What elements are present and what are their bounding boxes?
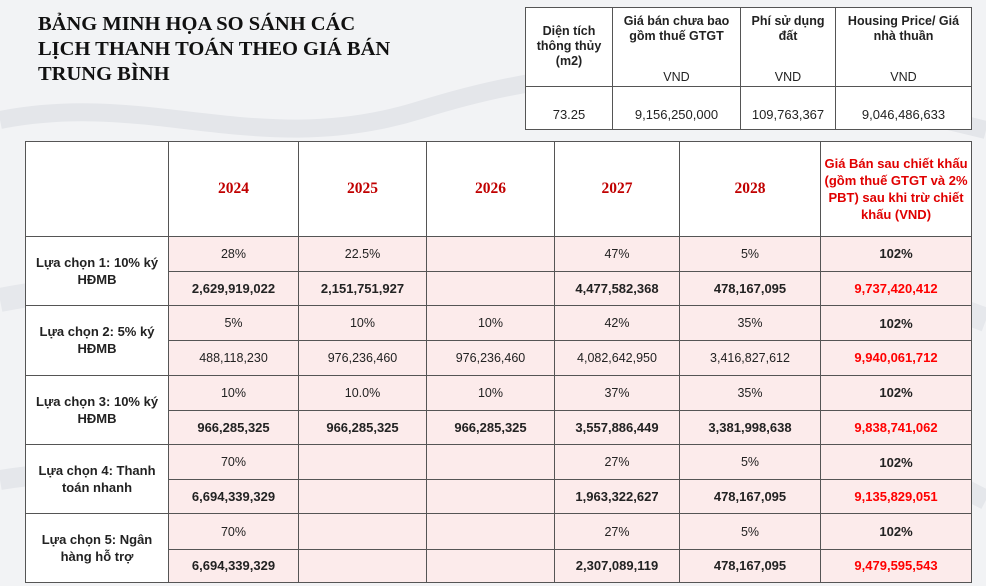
- percent-cell: 27%: [555, 445, 680, 480]
- land-fee-value: 109,763,367: [741, 99, 836, 129]
- amount-cell: 4,477,582,368: [555, 271, 680, 305]
- amount-cell: 2,151,751,927: [299, 271, 427, 305]
- year-header: 2025: [299, 142, 427, 237]
- percent-total-cell: 102%: [821, 306, 972, 341]
- summary-table: [525, 7, 972, 130]
- percent-cell: 10%: [299, 306, 427, 341]
- amount-cell: 478,167,095: [680, 480, 821, 514]
- land-fee-unit: VND: [741, 68, 836, 86]
- page-title: [38, 12, 478, 87]
- percent-total-cell: 102%: [821, 514, 972, 549]
- amount-cell: [427, 549, 555, 582]
- amount-cell: 2,629,919,022: [169, 271, 299, 305]
- final-price-cell: 9,737,420,412: [821, 271, 972, 305]
- amount-cell: 976,236,460: [299, 341, 427, 375]
- year-header: 2028: [680, 142, 821, 237]
- title-line-2: LỊCH THANH TOÁN THEO GIÁ BÁN: [38, 38, 391, 60]
- area-value: 73.25: [526, 99, 613, 129]
- final-price-cell: 9,940,061,712: [821, 341, 972, 375]
- percent-cell: 35%: [680, 306, 821, 341]
- option-label: Lựa chọn 2: 5% ký HĐMB: [26, 306, 169, 375]
- percent-cell: 27%: [555, 514, 680, 549]
- percent-cell: 37%: [555, 375, 680, 410]
- percent-cell: 22.5%: [299, 236, 427, 271]
- percent-cell: [427, 236, 555, 271]
- percent-cell: 5%: [680, 514, 821, 549]
- amount-cell: [299, 480, 427, 514]
- amount-cell: 478,167,095: [680, 549, 821, 582]
- percent-cell: 35%: [680, 375, 821, 410]
- amount-cell: 3,557,886,449: [555, 410, 680, 444]
- year-header: 2024: [169, 142, 299, 237]
- amount-cell: 4,082,642,950: [555, 341, 680, 375]
- price-value: 9,156,250,000: [613, 99, 741, 129]
- percent-cell: 10%: [169, 375, 299, 410]
- percent-cell: 28%: [169, 236, 299, 271]
- title-line-1: BẢNG MINH HỌA SO SÁNH CÁC: [38, 13, 356, 35]
- percent-cell: 10%: [427, 306, 555, 341]
- final-price-cell: 9,479,595,543: [821, 549, 972, 582]
- percent-cell: [427, 445, 555, 480]
- amount-cell: 966,285,325: [427, 410, 555, 444]
- land-fee-header: Phí sử dụng đất: [741, 8, 836, 69]
- year-header: 2027: [555, 142, 680, 237]
- option-percent-row: [26, 306, 972, 341]
- amount-cell: 3,416,827,612: [680, 341, 821, 375]
- percent-cell: 42%: [555, 306, 680, 341]
- percent-cell: 10.0%: [299, 375, 427, 410]
- amount-cell: 976,236,460: [427, 341, 555, 375]
- amount-cell: [427, 480, 555, 514]
- amount-cell: 1,963,322,627: [555, 480, 680, 514]
- option-label: Lựa chọn 5: Ngân hàng hỗ trợ: [26, 514, 169, 583]
- option-percent-row: [26, 514, 972, 549]
- year-header: 2026: [427, 142, 555, 237]
- housing-price-value: 9,046,486,633: [836, 99, 972, 129]
- price-unit: VND: [613, 68, 741, 86]
- amount-cell: [299, 549, 427, 582]
- final-price-header: Giá Bán sau chiết khấu (gồm thuế GTGT và 2% PBT) sau khi trừ chiết khấu (VND): [821, 142, 972, 237]
- amount-cell: 3,381,998,638: [680, 410, 821, 444]
- percent-total-cell: 102%: [821, 236, 972, 271]
- empty-header-cell: [26, 142, 169, 237]
- option-label: Lựa chọn 1: 10% ký HĐMB: [26, 236, 169, 305]
- amount-cell: 6,694,339,329: [169, 549, 299, 582]
- amount-cell: 2,307,089,119: [555, 549, 680, 582]
- option-percent-row: [26, 236, 972, 271]
- percent-total-cell: 102%: [821, 375, 972, 410]
- percent-cell: 10%: [427, 375, 555, 410]
- final-price-cell: 9,135,829,051: [821, 480, 972, 514]
- payment-schedule-table: [25, 141, 972, 583]
- amount-cell: 966,285,325: [299, 410, 427, 444]
- option-label: Lựa chọn 4: Thanh toán nhanh: [26, 445, 169, 514]
- final-price-cell: 9,838,741,062: [821, 410, 972, 444]
- housing-price-header: Housing Price/ Giá nhà thuần: [836, 8, 972, 69]
- percent-cell: 5%: [680, 445, 821, 480]
- option-label: Lựa chọn 3: 10% ký HĐMB: [26, 375, 169, 444]
- amount-cell: [427, 271, 555, 305]
- amount-cell: 478,167,095: [680, 271, 821, 305]
- percent-cell: 47%: [555, 236, 680, 271]
- percent-cell: [299, 445, 427, 480]
- option-percent-row: [26, 445, 972, 480]
- percent-cell: 70%: [169, 514, 299, 549]
- percent-cell: 5%: [169, 306, 299, 341]
- percent-cell: 5%: [680, 236, 821, 271]
- housing-price-unit: VND: [836, 68, 972, 86]
- percent-cell: [299, 514, 427, 549]
- amount-cell: 6,694,339,329: [169, 480, 299, 514]
- amount-cell: 488,118,230: [169, 341, 299, 375]
- percent-cell: [427, 514, 555, 549]
- percent-cell: 70%: [169, 445, 299, 480]
- area-header: Diện tích thông thủy (m2): [526, 8, 613, 87]
- price-header: Giá bán chưa bao gồm thuế GTGT: [613, 8, 741, 69]
- amount-cell: 966,285,325: [169, 410, 299, 444]
- title-line-3: TRUNG BÌNH: [38, 63, 170, 85]
- percent-total-cell: 102%: [821, 445, 972, 480]
- option-percent-row: [26, 375, 972, 410]
